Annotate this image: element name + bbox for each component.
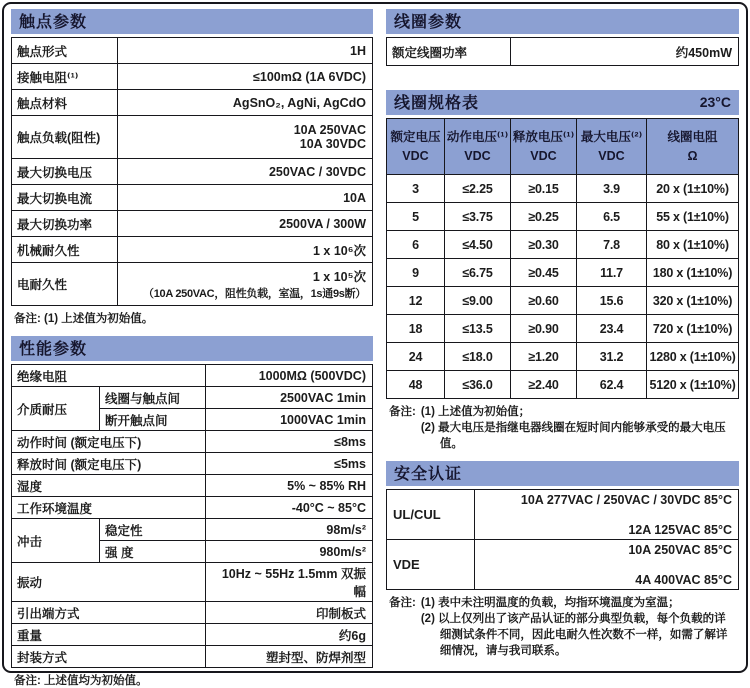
table-cell: 1280 x (1±10%) [647, 343, 739, 371]
table-cell: ≤3.75 [445, 203, 511, 231]
table-row [387, 315, 739, 343]
row-label: 最大切换电流 [12, 185, 118, 211]
table-cell: ≥2.40 [511, 371, 577, 399]
table-row [12, 185, 373, 211]
table-row [387, 371, 739, 399]
table-cell: 320 x (1±10%) [647, 287, 739, 315]
table-row [387, 540, 739, 590]
note-line: (2) 以上仅列出了该产品认证的部分典型负载，每个负载的详细测试条件不同，因此电耐久性次数不一样，如需了解详细情况，请与我司联系。 [420, 613, 728, 657]
table-row [12, 159, 373, 185]
table-row [12, 90, 373, 116]
row-value: 印制板式 [206, 602, 373, 624]
rating-line-2: 4A 400VAC 85°C [635, 572, 732, 587]
coil-spec-temperature: 23°C [699, 93, 731, 110]
certification-table [386, 489, 739, 590]
table-cell: 24 [387, 343, 445, 371]
row-value: 5% ~ 85% RH [206, 475, 373, 497]
table-row [12, 365, 373, 387]
note-line: (1) 上述值为初始值； [420, 406, 531, 418]
row-sublabel: 稳定性 [100, 519, 206, 541]
row-value: ≤8ms [206, 431, 373, 453]
value-line-1: 10A 250VAC [293, 123, 366, 137]
coil-section-header [386, 9, 739, 34]
table-row [12, 64, 373, 90]
row-value: 2500VAC 1min [206, 387, 373, 409]
contact-section-title: 触点参数 [19, 14, 88, 31]
row-label: 封装方式 [12, 646, 206, 668]
notes-label: 备注: [389, 406, 416, 418]
value-line-2: 10A 30VDC [299, 137, 366, 151]
table-cell: ≥0.45 [511, 259, 577, 287]
column-header: 线圈电阻 Ω [647, 119, 739, 175]
table-row [12, 519, 373, 541]
row-label: 最大切换电压 [12, 159, 118, 185]
table-row [387, 203, 739, 231]
row-label: 引出端方式 [12, 602, 206, 624]
row-value: 10Hz ~ 55Hz 1.5mm 双振幅 [206, 563, 373, 602]
performance-parameters-table [11, 364, 373, 668]
row-label: 振动 [12, 563, 206, 602]
value-line-1: 1 x 10⁵次 [312, 270, 366, 284]
row-value [475, 540, 739, 590]
table-row [12, 237, 373, 263]
row-value: 约450mW [511, 38, 739, 66]
row-value: ≤5ms [206, 453, 373, 475]
table-cell: ≤13.5 [445, 315, 511, 343]
row-value: 约6g [206, 624, 373, 646]
table-cell: 12 [387, 287, 445, 315]
row-label: 电耐久性 [12, 263, 118, 306]
row-group-label: 介质耐压 [12, 387, 100, 431]
row-value: 1H [118, 38, 373, 64]
row-label: 湿度 [12, 475, 206, 497]
table-cell: 5120 x (1±10%) [647, 371, 739, 399]
row-value: -40°C ~ 85°C [206, 497, 373, 519]
row-value [118, 263, 373, 306]
table-row [12, 646, 373, 668]
row-value: 1 x 10⁶次 [118, 237, 373, 263]
table-row [387, 38, 739, 66]
table-row [12, 431, 373, 453]
table-cell: 55 x (1±10%) [647, 203, 739, 231]
notes-label: 备注: [389, 597, 416, 609]
row-label: 动作时间 (额定电压下) [12, 431, 206, 453]
row-group-label: 冲击 [12, 519, 100, 563]
contact-parameters-table [11, 37, 373, 306]
table-cell: 6 [387, 231, 445, 259]
table-cell: ≤2.25 [445, 175, 511, 203]
row-value: 2500VA / 300W [118, 211, 373, 237]
table-row [12, 38, 373, 64]
contact-note: 备注: (1) 上述值为初始值。 [14, 313, 154, 325]
table-cell: 11.7 [577, 259, 647, 287]
coil-section-title: 线圈参数 [394, 14, 463, 31]
table-cell: ≥1.20 [511, 343, 577, 371]
note-line: (2) 最大电压是指继电器线圈在短时间内能够承受的最大电压值。 [420, 422, 726, 450]
table-cell: ≥0.25 [511, 203, 577, 231]
table-cell: ≥0.30 [511, 231, 577, 259]
table-cell: 6.5 [577, 203, 647, 231]
row-value: 塑封型、防焊剂型 [206, 646, 373, 668]
table-row [12, 602, 373, 624]
row-value: 1000MΩ (500VDC) [206, 365, 373, 387]
right-column [386, 9, 739, 666]
row-value: 980m/s² [206, 541, 373, 563]
row-value: 98m/s² [206, 519, 373, 541]
certification-section-header [386, 461, 739, 486]
value-line-2: （10A 250VAC，阻性负载，室温，1s通9s断） [143, 288, 366, 300]
table-cell: 20 x (1±10%) [647, 175, 739, 203]
row-label: 重量 [12, 624, 206, 646]
table-row [12, 211, 373, 237]
row-label: 触点负载(阻性) [12, 116, 118, 159]
performance-section-header [11, 336, 373, 361]
rating-line-2: 12A 125VAC 85°C [628, 522, 732, 537]
table-cell: ≤6.75 [445, 259, 511, 287]
column-header: 额定电压 VDC [387, 119, 445, 175]
row-value [475, 490, 739, 540]
certification-notes [386, 590, 739, 658]
row-sublabel: 线圈与触点间 [100, 387, 206, 409]
table-row [12, 116, 373, 159]
row-label: 工作环境温度 [12, 497, 206, 519]
table-cell: 3 [387, 175, 445, 203]
table-cell: 3.9 [577, 175, 647, 203]
row-label: 触点材料 [12, 90, 118, 116]
certification-section-title: 安全认证 [394, 466, 463, 483]
row-label: 释放时间 (额定电压下) [12, 453, 206, 475]
table-row [12, 563, 373, 602]
row-value: 1000VAC 1min [206, 409, 373, 431]
table-cell: 9 [387, 259, 445, 287]
row-label: 机械耐久性 [12, 237, 118, 263]
table-row [12, 387, 373, 409]
coil-spec-section-title: 线圈规格表 [394, 95, 480, 112]
table-cell: 5 [387, 203, 445, 231]
row-label: 额定线圈功率 [387, 38, 511, 66]
table-row [387, 343, 739, 371]
table-cell: ≥0.90 [511, 315, 577, 343]
coil-spec-table [386, 118, 739, 399]
table-row [12, 453, 373, 475]
table-row [12, 624, 373, 646]
performance-note: 备注: 上述值均为初始值。 [14, 675, 148, 687]
performance-section-title: 性能参数 [19, 341, 88, 358]
table-row [12, 497, 373, 519]
agency-name: VDE [387, 540, 475, 590]
table-cell: 23.4 [577, 315, 647, 343]
table-cell: 15.6 [577, 287, 647, 315]
table-cell: 7.8 [577, 231, 647, 259]
row-value: 250VAC / 30VDC [118, 159, 373, 185]
coil-parameters-table [386, 37, 739, 66]
row-value: AgSnO₂, AgNi, AgCdO [118, 90, 373, 116]
table-cell: ≤4.50 [445, 231, 511, 259]
table-cell: ≥0.15 [511, 175, 577, 203]
row-value [118, 116, 373, 159]
datasheet-page [2, 2, 748, 687]
rating-line-1: 10A 277VAC / 250VAC / 30VDC 85°C [520, 492, 732, 507]
row-label: 绝缘电阻 [12, 365, 206, 387]
row-sublabel: 强 度 [100, 541, 206, 563]
agency-name: UL/CUL [387, 490, 475, 540]
table-row [387, 175, 739, 203]
table-header-row [387, 119, 739, 175]
table-cell: ≤9.00 [445, 287, 511, 315]
table-cell: 18 [387, 315, 445, 343]
table-row [387, 231, 739, 259]
table-cell: 48 [387, 371, 445, 399]
table-cell: ≤36.0 [445, 371, 511, 399]
table-row [387, 287, 739, 315]
table-cell: 31.2 [577, 343, 647, 371]
row-label: 接触电阻⁽¹⁾ [12, 64, 118, 90]
coil-spec-section-header [386, 90, 739, 115]
row-label: 触点形式 [12, 38, 118, 64]
column-header: 最大电压⁽²⁾ VDC [577, 119, 647, 175]
contact-section-header [11, 9, 373, 34]
table-cell: ≥0.60 [511, 287, 577, 315]
row-value: 10A [118, 185, 373, 211]
table-row [387, 259, 739, 287]
table-row [12, 263, 373, 306]
table-cell: 180 x (1±10%) [647, 259, 739, 287]
table-cell: 720 x (1±10%) [647, 315, 739, 343]
row-value: ≤100mΩ (1A 6VDC) [118, 64, 373, 90]
table-row [12, 475, 373, 497]
table-cell: ≤18.0 [445, 343, 511, 371]
left-column [11, 9, 373, 687]
rating-line-1: 10A 250VAC 85°C [628, 542, 732, 557]
column-header: 动作电压⁽¹⁾ VDC [445, 119, 511, 175]
table-cell: 62.4 [577, 371, 647, 399]
table-row [387, 490, 739, 540]
coil-spec-notes [386, 399, 739, 451]
column-header: 释放电压⁽¹⁾ VDC [511, 119, 577, 175]
table-cell: 80 x (1±10%) [647, 231, 739, 259]
row-sublabel: 断开触点间 [100, 409, 206, 431]
note-line: (1) 表中未注明温度的负载，均指环境温度为室温； [420, 597, 680, 609]
row-label: 最大切换功率 [12, 211, 118, 237]
